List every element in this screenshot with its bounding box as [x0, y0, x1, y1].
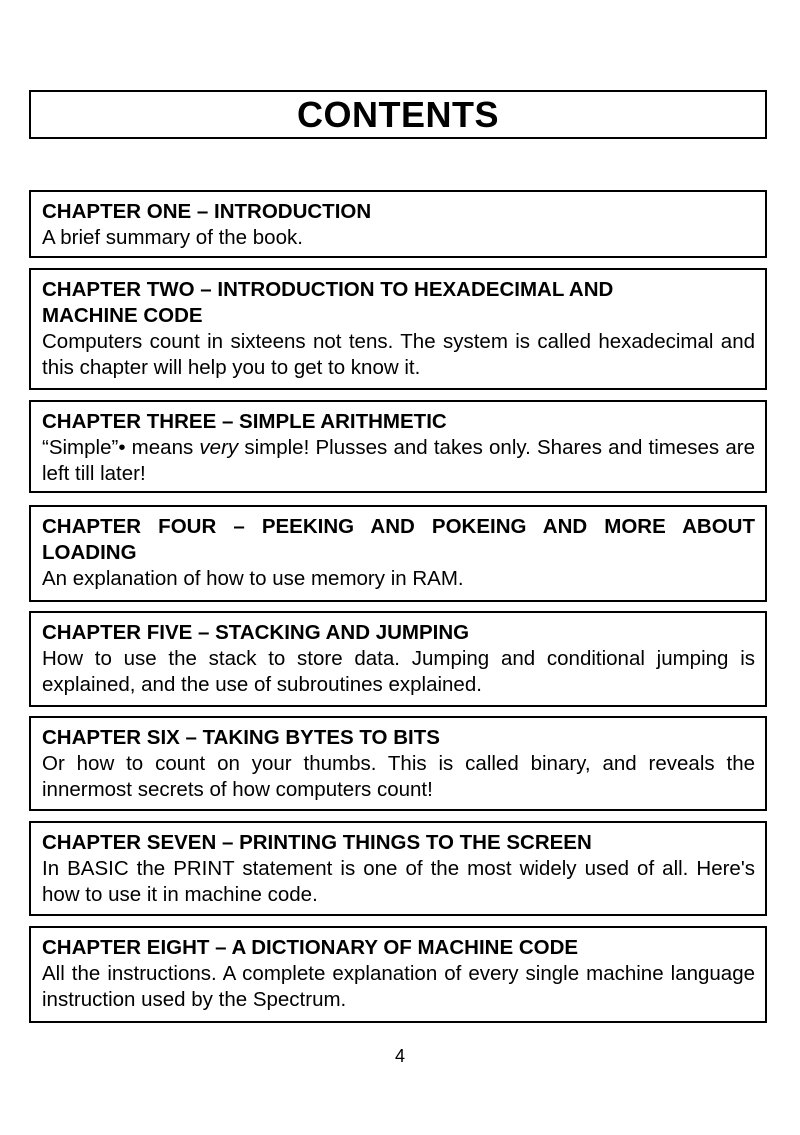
- description-emphasis: very: [199, 436, 239, 459]
- chapter-entry-seven: [29, 821, 767, 916]
- chapter-entry-three: [29, 400, 767, 493]
- description-text-start: “Simple”• means: [42, 436, 200, 459]
- description-text-end: simple! Plusses and takes only. Shares and timeses are left till later!: [42, 436, 756, 485]
- chapter-heading: CHAPTER THREE – SIMPLE ARITHMETIC: [42, 410, 447, 433]
- chapter-heading: CHAPTER ONE – INTRODUCTION: [42, 200, 372, 223]
- page-title: CONTENTS: [297, 93, 499, 135]
- chapter-description: An explanation of how to use memory in RAM.: [42, 567, 464, 590]
- chapter-heading-line-2: MACHINE CODE: [42, 304, 203, 327]
- chapter-entry-five: [29, 611, 767, 707]
- chapter-description: How to use the stack to store data. Jumping and conditional jumping is explained, and the use of subroutines explained.: [42, 647, 755, 696]
- chapter-heading-line-1: CHAPTER TWO – INTRODUCTION TO HEXADECIMAL AND: [42, 278, 614, 301]
- chapter-description: In BASIC the PRINT statement is one of the most widely used of all. Here's how to use it in machine code.: [42, 857, 755, 906]
- chapter-description: Computers count in sixteens not tens. The system is called hexadecimal and this chapter will help you to get to know it.: [42, 330, 755, 379]
- page-number: 4: [394, 1046, 405, 1066]
- chapter-entry-six: [29, 716, 767, 811]
- chapter-description: [42, 435, 755, 487]
- chapter-heading: CHAPTER FOUR – PEEKING AND POKEING AND MORE ABOUT LOADING: [42, 515, 755, 564]
- chapter-entry-four: [29, 505, 767, 602]
- chapter-entry-two: [29, 268, 767, 390]
- chapter-description: All the instructions. A complete explanation of every single machine language instruction used by the Spectrum.: [42, 962, 755, 1011]
- chapter-heading: CHAPTER EIGHT – A DICTIONARY OF MACHINE CODE: [42, 936, 579, 959]
- chapter-heading: CHAPTER FIVE – STACKING AND JUMPING: [42, 621, 470, 644]
- chapter-heading: CHAPTER SEVEN – PRINTING THINGS TO THE SCREEN: [42, 831, 592, 854]
- contents-title-box: [29, 90, 767, 139]
- chapter-heading: CHAPTER SIX – TAKING BYTES TO BITS: [42, 726, 440, 749]
- chapter-entry-one: [29, 190, 767, 258]
- chapter-description: A brief summary of the book.: [42, 226, 303, 249]
- chapter-description: Or how to count on your thumbs. This is called binary, and reveals the innermost secrets of how computers count!: [42, 752, 755, 801]
- chapter-entry-eight: [29, 926, 767, 1023]
